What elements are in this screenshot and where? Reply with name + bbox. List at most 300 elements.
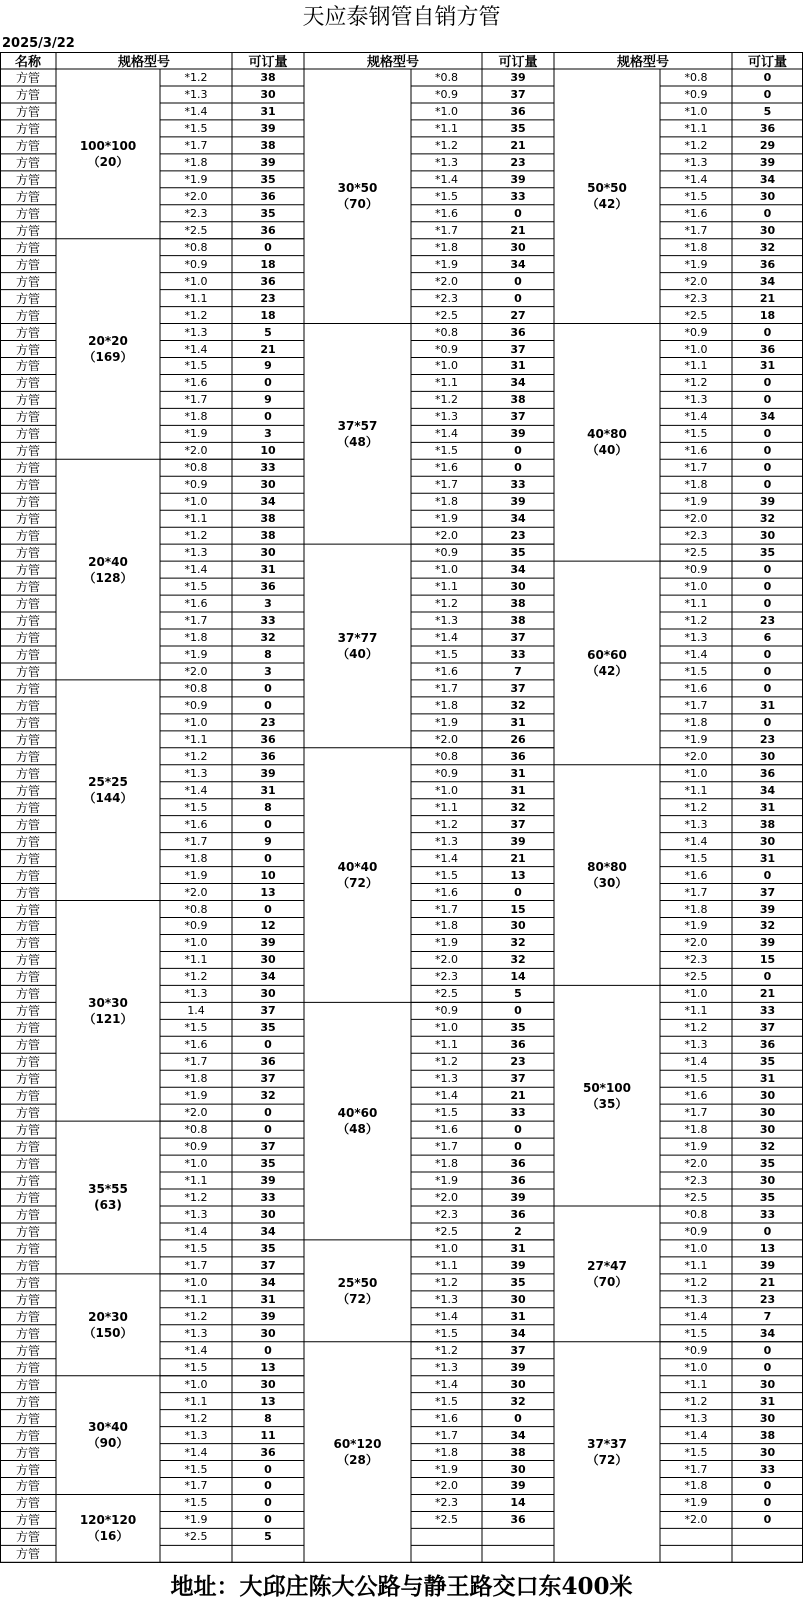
row-name: 方管 <box>15 189 40 204</box>
grade-cell: *0.9 <box>435 546 458 560</box>
grade-cell: *2.3 <box>435 291 458 305</box>
spec-size: 60*60 <box>587 647 627 662</box>
qty-cell: 0 <box>763 70 772 84</box>
grade-cell: *1.4 <box>184 342 208 356</box>
qty-cell: 12 <box>260 919 276 933</box>
grade-cell: *1.2 <box>684 800 708 814</box>
qty-cell: 23 <box>260 291 276 305</box>
grade-cell: *1.8 <box>184 851 208 865</box>
grade-cell: *1.5 <box>184 580 208 594</box>
grade-cell: *2.0 <box>435 1191 458 1204</box>
qty-cell: 23 <box>510 1055 526 1069</box>
spec-size: 30*50 <box>337 181 378 196</box>
spec-cell <box>304 1002 411 1240</box>
grade-cell: *1.0 <box>435 359 458 373</box>
grade-cell: *1.5 <box>435 647 458 661</box>
qty-cell: 38 <box>260 138 276 152</box>
qty-cell: 32 <box>260 630 276 644</box>
row-name: 方管 <box>15 580 40 595</box>
spec-cell <box>56 1274 160 1376</box>
qty-cell: 21 <box>510 1089 526 1103</box>
spec-size: 50*50 <box>587 181 627 196</box>
spec-size: 27*47 <box>587 1258 627 1273</box>
row-name: 方管 <box>15 749 40 764</box>
qty-cell: 39 <box>260 1309 276 1323</box>
qty-cell: 32 <box>510 800 526 814</box>
row-name: 方管 <box>15 1479 40 1494</box>
qty-cell: 37 <box>510 1072 526 1086</box>
qty-cell: 3 <box>264 664 272 678</box>
qty-cell: 32 <box>260 1089 276 1103</box>
grade-cell: *1.0 <box>684 342 708 356</box>
qty-cell: 34 <box>759 274 776 288</box>
qty-cell: 0 <box>763 647 772 661</box>
qty-cell: 0 <box>763 1224 772 1238</box>
qty-cell: 30 <box>260 478 276 492</box>
qty-cell: 0 <box>264 1462 272 1476</box>
qty-cell: 36 <box>759 257 776 271</box>
qty-cell: 9 <box>264 359 272 373</box>
grade-cell: *1.8 <box>435 495 458 509</box>
spec-total: （20） <box>87 154 129 169</box>
grade-cell: *1.8 <box>184 155 208 169</box>
qty-cell: 39 <box>260 155 276 169</box>
qty-cell: 34 <box>759 410 776 424</box>
qty-cell: 23 <box>759 614 776 628</box>
row-name: 方管 <box>15 461 40 476</box>
grade-cell: *2.3 <box>435 1207 458 1221</box>
grade-cell: *1.2 <box>684 1275 708 1289</box>
grade-cell: *1.2 <box>684 614 708 628</box>
qty-cell: 5 <box>264 1530 272 1544</box>
spec-total: （28） <box>337 1453 378 1468</box>
qty-cell: 39 <box>260 936 276 950</box>
grade-cell: *1.3 <box>684 1411 708 1425</box>
qty-cell: 36 <box>260 732 276 746</box>
grade-cell: *0.8 <box>184 240 208 254</box>
grade-cell: *2.3 <box>435 970 458 984</box>
spec-total: （144） <box>83 791 133 806</box>
qty-cell: 8 <box>264 800 272 814</box>
qty-cell: 35 <box>510 546 526 560</box>
qty-cell: 0 <box>514 291 522 305</box>
grade-cell: *1.8 <box>184 1072 208 1086</box>
grade-cell: *0.9 <box>184 919 208 933</box>
qty-cell: 36 <box>510 325 526 339</box>
grade-cell <box>411 1545 482 1562</box>
qty-cell: 0 <box>763 597 772 611</box>
grade-cell: *1.6 <box>435 1123 458 1137</box>
qty-cell: 38 <box>759 1428 776 1442</box>
row-name: 方管 <box>15 325 40 340</box>
grade-cell: *1.5 <box>684 1445 708 1459</box>
page-title: 天应泰钢管自销方管 <box>302 5 501 30</box>
grade-cell: *0.9 <box>435 766 458 780</box>
grade-cell: *2.0 <box>435 529 458 543</box>
spec-total: （169） <box>83 349 133 364</box>
row-name: 方管 <box>15 393 40 408</box>
qty-cell: 38 <box>260 512 276 526</box>
qty-cell: 0 <box>763 1343 772 1357</box>
qty-cell: 0 <box>264 1496 272 1510</box>
qty-cell: 39 <box>759 495 776 509</box>
qty-cell: 39 <box>759 155 776 169</box>
qty-cell: 34 <box>510 1428 526 1442</box>
spec-cell <box>304 1342 411 1563</box>
qty-cell: 30 <box>510 1377 526 1391</box>
qty-cell: 36 <box>260 580 276 594</box>
spec-total: （42） <box>586 663 628 678</box>
qty-cell: 34 <box>759 1326 776 1340</box>
address-footer: 地址：大邱庄陈大公路与静王路交口东400米 <box>170 1573 633 1600</box>
grade-cell: *1.7 <box>184 1055 208 1069</box>
qty-cell: 30 <box>260 546 276 560</box>
row-name: 方管 <box>15 155 40 170</box>
qty-cell: 36 <box>260 1055 276 1069</box>
grade-cell: *2.3 <box>435 1496 458 1510</box>
spec-cell <box>56 1376 160 1495</box>
qty-cell: 35 <box>260 206 276 220</box>
spec-cell <box>554 765 660 986</box>
grade-cell: *1.1 <box>184 291 208 305</box>
row-name: 方管 <box>15 308 40 323</box>
qty-cell: 39 <box>510 834 526 848</box>
qty-cell: 32 <box>510 1394 526 1408</box>
qty-cell: 38 <box>759 817 776 831</box>
qty-cell: 0 <box>264 681 272 695</box>
row-name: 方管 <box>15 766 40 781</box>
grade-cell: *1.6 <box>435 206 458 220</box>
qty-cell: 0 <box>264 1123 272 1137</box>
grade-cell: *1.3 <box>435 410 458 424</box>
grade-cell: *1.7 <box>435 478 458 492</box>
qty-cell: 23 <box>510 155 526 169</box>
grade-cell: *1.2 <box>684 376 708 390</box>
grade-cell: *1.3 <box>435 614 458 628</box>
row-name: 方管 <box>15 104 40 119</box>
qty-cell: 21 <box>510 223 526 237</box>
qty-cell: 36 <box>260 274 276 288</box>
qty-cell: 30 <box>759 529 776 543</box>
grade-cell: *1.1 <box>184 1394 208 1408</box>
grade-cell: *1.2 <box>435 1055 458 1069</box>
qty-cell: 38 <box>510 614 526 628</box>
grade-cell: *1.2 <box>435 597 458 611</box>
qty-cell: 30 <box>260 1207 276 1221</box>
qty-cell: 35 <box>510 121 526 135</box>
grade-cell: *1.9 <box>684 257 708 271</box>
qty-cell: 31 <box>510 359 526 373</box>
row-name: 方管 <box>15 1309 40 1324</box>
grade-cell: *1.6 <box>435 461 458 475</box>
qty-cell: 39 <box>759 1258 776 1272</box>
qty-cell: 39 <box>510 495 526 509</box>
grade-cell: *1.9 <box>184 427 208 441</box>
qty-cell: 0 <box>514 206 522 220</box>
grade-cell: *1.9 <box>684 495 708 509</box>
spec-size: 37*77 <box>337 630 378 645</box>
qty-cell: 38 <box>510 597 526 611</box>
row-name: 方管 <box>15 546 40 561</box>
row-name: 方管 <box>15 1360 40 1375</box>
grade-cell: *1.1 <box>435 800 458 814</box>
qty-cell: 0 <box>763 376 772 390</box>
grade-cell: *1.9 <box>184 647 208 661</box>
grade-cell: *1.1 <box>184 1292 208 1306</box>
grade-cell: *2.5 <box>184 223 208 237</box>
header-qty: 可订量 <box>248 55 288 69</box>
grade-cell: *1.0 <box>184 495 208 509</box>
qty-cell: 0 <box>514 274 522 288</box>
row-name: 方管 <box>15 681 40 696</box>
qty-cell: 10 <box>260 868 276 882</box>
qty-cell: 30 <box>759 189 776 203</box>
qty-cell: 0 <box>264 902 272 916</box>
grade-cell: *0.9 <box>684 325 708 339</box>
qty-cell: 5 <box>514 987 522 1001</box>
grade-cell: *1.0 <box>435 104 458 118</box>
qty-cell: 0 <box>514 1004 522 1018</box>
qty-cell: 14 <box>510 970 526 984</box>
qty-cell: 33 <box>759 1207 776 1221</box>
spec-cell <box>554 324 660 562</box>
row-name: 方管 <box>15 1292 40 1307</box>
grade-cell: *1.2 <box>435 1343 458 1357</box>
qty-cell: 36 <box>260 189 276 203</box>
row-name: 方管 <box>15 800 40 815</box>
qty-cell: 32 <box>759 512 776 526</box>
qty-cell: 0 <box>763 681 772 695</box>
qty-cell: 8 <box>264 647 272 661</box>
header-spec: 规格型号 <box>616 55 669 69</box>
grade-cell: *1.9 <box>435 715 458 729</box>
qty-cell: 0 <box>763 1496 772 1510</box>
qty-cell: 31 <box>260 783 276 797</box>
row-name: 方管 <box>15 376 40 391</box>
qty-cell: 39 <box>510 1191 526 1204</box>
qty-cell: 18 <box>260 257 276 271</box>
grade-cell: *0.9 <box>184 1140 208 1154</box>
row-name: 方管 <box>15 868 40 883</box>
grade-cell: *1.3 <box>684 817 708 831</box>
spec-cell <box>304 1240 411 1342</box>
grade-cell: *1.4 <box>435 1089 458 1103</box>
grade-cell: *1.7 <box>435 1428 458 1442</box>
grade-cell: *1.2 <box>684 138 708 152</box>
grade-cell: *1.7 <box>435 681 458 695</box>
spec-cell <box>304 324 411 545</box>
qty-cell: 31 <box>510 1309 526 1323</box>
grade-cell: *0.8 <box>435 70 458 84</box>
qty-cell: 34 <box>510 563 526 577</box>
qty-cell: 0 <box>514 1140 522 1154</box>
spec-cell <box>56 1494 160 1562</box>
qty-cell: 30 <box>759 223 776 237</box>
qty-cell: 3 <box>264 597 272 611</box>
spec-total: （16） <box>87 1529 129 1544</box>
qty-cell: 36 <box>260 749 276 763</box>
grade-cell: *1.8 <box>435 1157 458 1171</box>
grade-cell: *0.9 <box>684 563 708 577</box>
qty-cell: 0 <box>264 1479 272 1493</box>
qty-cell: 0 <box>763 206 772 220</box>
row-name: 方管 <box>15 817 40 832</box>
qty-cell: 39 <box>510 1258 526 1272</box>
grade-cell: *1.9 <box>684 1140 708 1154</box>
grade-cell: *0.9 <box>684 1343 708 1357</box>
qty-cell: 21 <box>510 851 526 865</box>
grade-cell: *1.2 <box>184 749 208 763</box>
qty-cell: 38 <box>260 529 276 543</box>
qty-cell: 37 <box>510 1343 526 1357</box>
row-name: 方管 <box>15 698 40 713</box>
grade-cell: *1.8 <box>184 630 208 644</box>
grade-cell: *1.7 <box>184 614 208 628</box>
spec-total: （35） <box>586 1096 628 1111</box>
qty-cell: 31 <box>759 800 776 814</box>
qty-cell: 37 <box>260 1140 276 1154</box>
spec-size: 25*50 <box>337 1275 378 1290</box>
grade-cell: *1.5 <box>684 851 708 865</box>
grade-cell: *2.0 <box>184 444 208 458</box>
spec-size: 20*30 <box>88 1309 128 1324</box>
qty-cell: 36 <box>510 1174 526 1188</box>
spec-total: (63) <box>94 1198 122 1213</box>
grade-cell: *1.3 <box>684 1292 708 1306</box>
spec-size: 37*57 <box>337 418 378 433</box>
qty-cell: 33 <box>510 1106 526 1120</box>
qty-cell: 36 <box>510 1038 526 1052</box>
grade-cell: *1.6 <box>184 1038 208 1052</box>
row-name: 方管 <box>15 512 40 527</box>
grade-cell <box>160 1545 232 1562</box>
grade-cell: *1.6 <box>684 868 708 882</box>
grade-cell: *1.4 <box>684 410 708 424</box>
qty-cell: 30 <box>510 919 526 933</box>
row-name: 方管 <box>15 223 40 238</box>
spec-total: （40） <box>337 646 378 661</box>
grade-cell: *2.5 <box>684 546 708 560</box>
row-name: 方管 <box>15 359 40 374</box>
row-name: 方管 <box>15 138 40 153</box>
grade-cell <box>660 1528 732 1545</box>
grade-cell: *1.2 <box>184 308 208 322</box>
grade-cell: *0.8 <box>684 1207 708 1221</box>
grade-cell: *1.5 <box>184 1021 208 1035</box>
grade-cell: *1.7 <box>684 461 708 475</box>
spec-size: 30*40 <box>88 1420 128 1435</box>
grade-cell: *1.4 <box>684 172 708 186</box>
grade-cell: *0.9 <box>184 698 208 712</box>
qty-cell: 15 <box>759 953 776 967</box>
row-name: 方管 <box>15 410 40 425</box>
qty-cell: 0 <box>264 1106 272 1120</box>
qty-cell: 37 <box>260 1258 276 1272</box>
spec-size: 40*40 <box>337 860 378 875</box>
row-name: 方管 <box>15 1547 40 1562</box>
qty-cell: 31 <box>510 783 526 797</box>
qty-cell: 7 <box>763 1309 772 1323</box>
grade-cell: *1.9 <box>435 936 458 950</box>
qty-cell: 32 <box>510 953 526 967</box>
qty-cell: 30 <box>759 1089 776 1103</box>
grade-cell: *1.0 <box>684 766 708 780</box>
grade-cell: *1.3 <box>435 1360 458 1374</box>
grade-cell: *1.5 <box>184 359 208 373</box>
row-name: 方管 <box>15 529 40 544</box>
qty-cell: 0 <box>763 664 772 678</box>
grade-cell: *1.1 <box>184 512 208 526</box>
qty-cell: 39 <box>510 1360 526 1374</box>
grade-cell: *1.3 <box>184 325 208 339</box>
row-name: 方管 <box>15 1191 40 1205</box>
row-name: 方管 <box>15 936 40 951</box>
qty-cell: 21 <box>759 291 776 305</box>
qty-cell: 30 <box>759 1377 776 1391</box>
qty-cell: 30 <box>260 953 276 967</box>
grade-cell: *1.4 <box>435 172 458 186</box>
header-qty: 可订量 <box>747 55 787 69</box>
grade-cell: *2.0 <box>684 1513 708 1527</box>
qty-cell: 31 <box>260 1292 276 1306</box>
qty-cell: 0 <box>763 1479 772 1493</box>
grade-cell: *1.5 <box>684 1326 708 1340</box>
row-name: 方管 <box>15 614 40 629</box>
grade-cell: *1.5 <box>184 1496 208 1510</box>
row-name: 方管 <box>15 630 40 645</box>
grade-cell: *1.5 <box>435 1106 458 1120</box>
qty-cell: 31 <box>260 104 276 118</box>
grade-cell: *0.9 <box>435 1004 458 1018</box>
qty-cell: 36 <box>510 104 526 118</box>
qty-cell: 35 <box>759 1055 776 1069</box>
grade-cell: *1.1 <box>184 1174 208 1188</box>
grade-cell: *0.9 <box>435 87 458 101</box>
qty-cell: 39 <box>510 70 526 84</box>
qty-cell: 34 <box>260 1224 276 1238</box>
grade-cell: *1.6 <box>184 817 208 831</box>
row-name: 方管 <box>15 1241 40 1256</box>
qty-cell: 33 <box>510 189 526 203</box>
spec-size: 37*37 <box>587 1437 627 1452</box>
qty-cell: 37 <box>510 681 526 695</box>
grade-cell: *1.9 <box>184 868 208 882</box>
grade-cell: *1.1 <box>435 1038 458 1052</box>
spec-total: （40） <box>586 443 628 458</box>
qty-cell: 7 <box>514 664 522 678</box>
grade-cell: *1.3 <box>184 1428 208 1442</box>
grade-cell: *1.9 <box>435 1174 458 1188</box>
grade-cell: *1.0 <box>435 563 458 577</box>
row-name: 方管 <box>15 1072 40 1087</box>
grade-cell: *2.0 <box>184 885 208 899</box>
grade-cell: *1.7 <box>684 1462 708 1476</box>
qty-cell: 31 <box>510 715 526 729</box>
qty-cell: 0 <box>514 1411 522 1425</box>
grade-cell: *1.0 <box>184 274 208 288</box>
spec-size: 40*80 <box>587 427 627 442</box>
grade-cell: *1.9 <box>184 1513 208 1527</box>
grade-cell: *1.8 <box>684 478 708 492</box>
grade-cell: *2.0 <box>184 1106 208 1120</box>
row-name: 方管 <box>15 1207 40 1222</box>
grade-cell: *1.8 <box>684 1479 708 1493</box>
qty-cell: 37 <box>260 1004 276 1018</box>
row-name: 方管 <box>15 1428 40 1443</box>
grade-cell: *1.6 <box>684 444 708 458</box>
spec-size: 30*30 <box>88 995 128 1010</box>
grade-cell: *2.0 <box>184 664 208 678</box>
